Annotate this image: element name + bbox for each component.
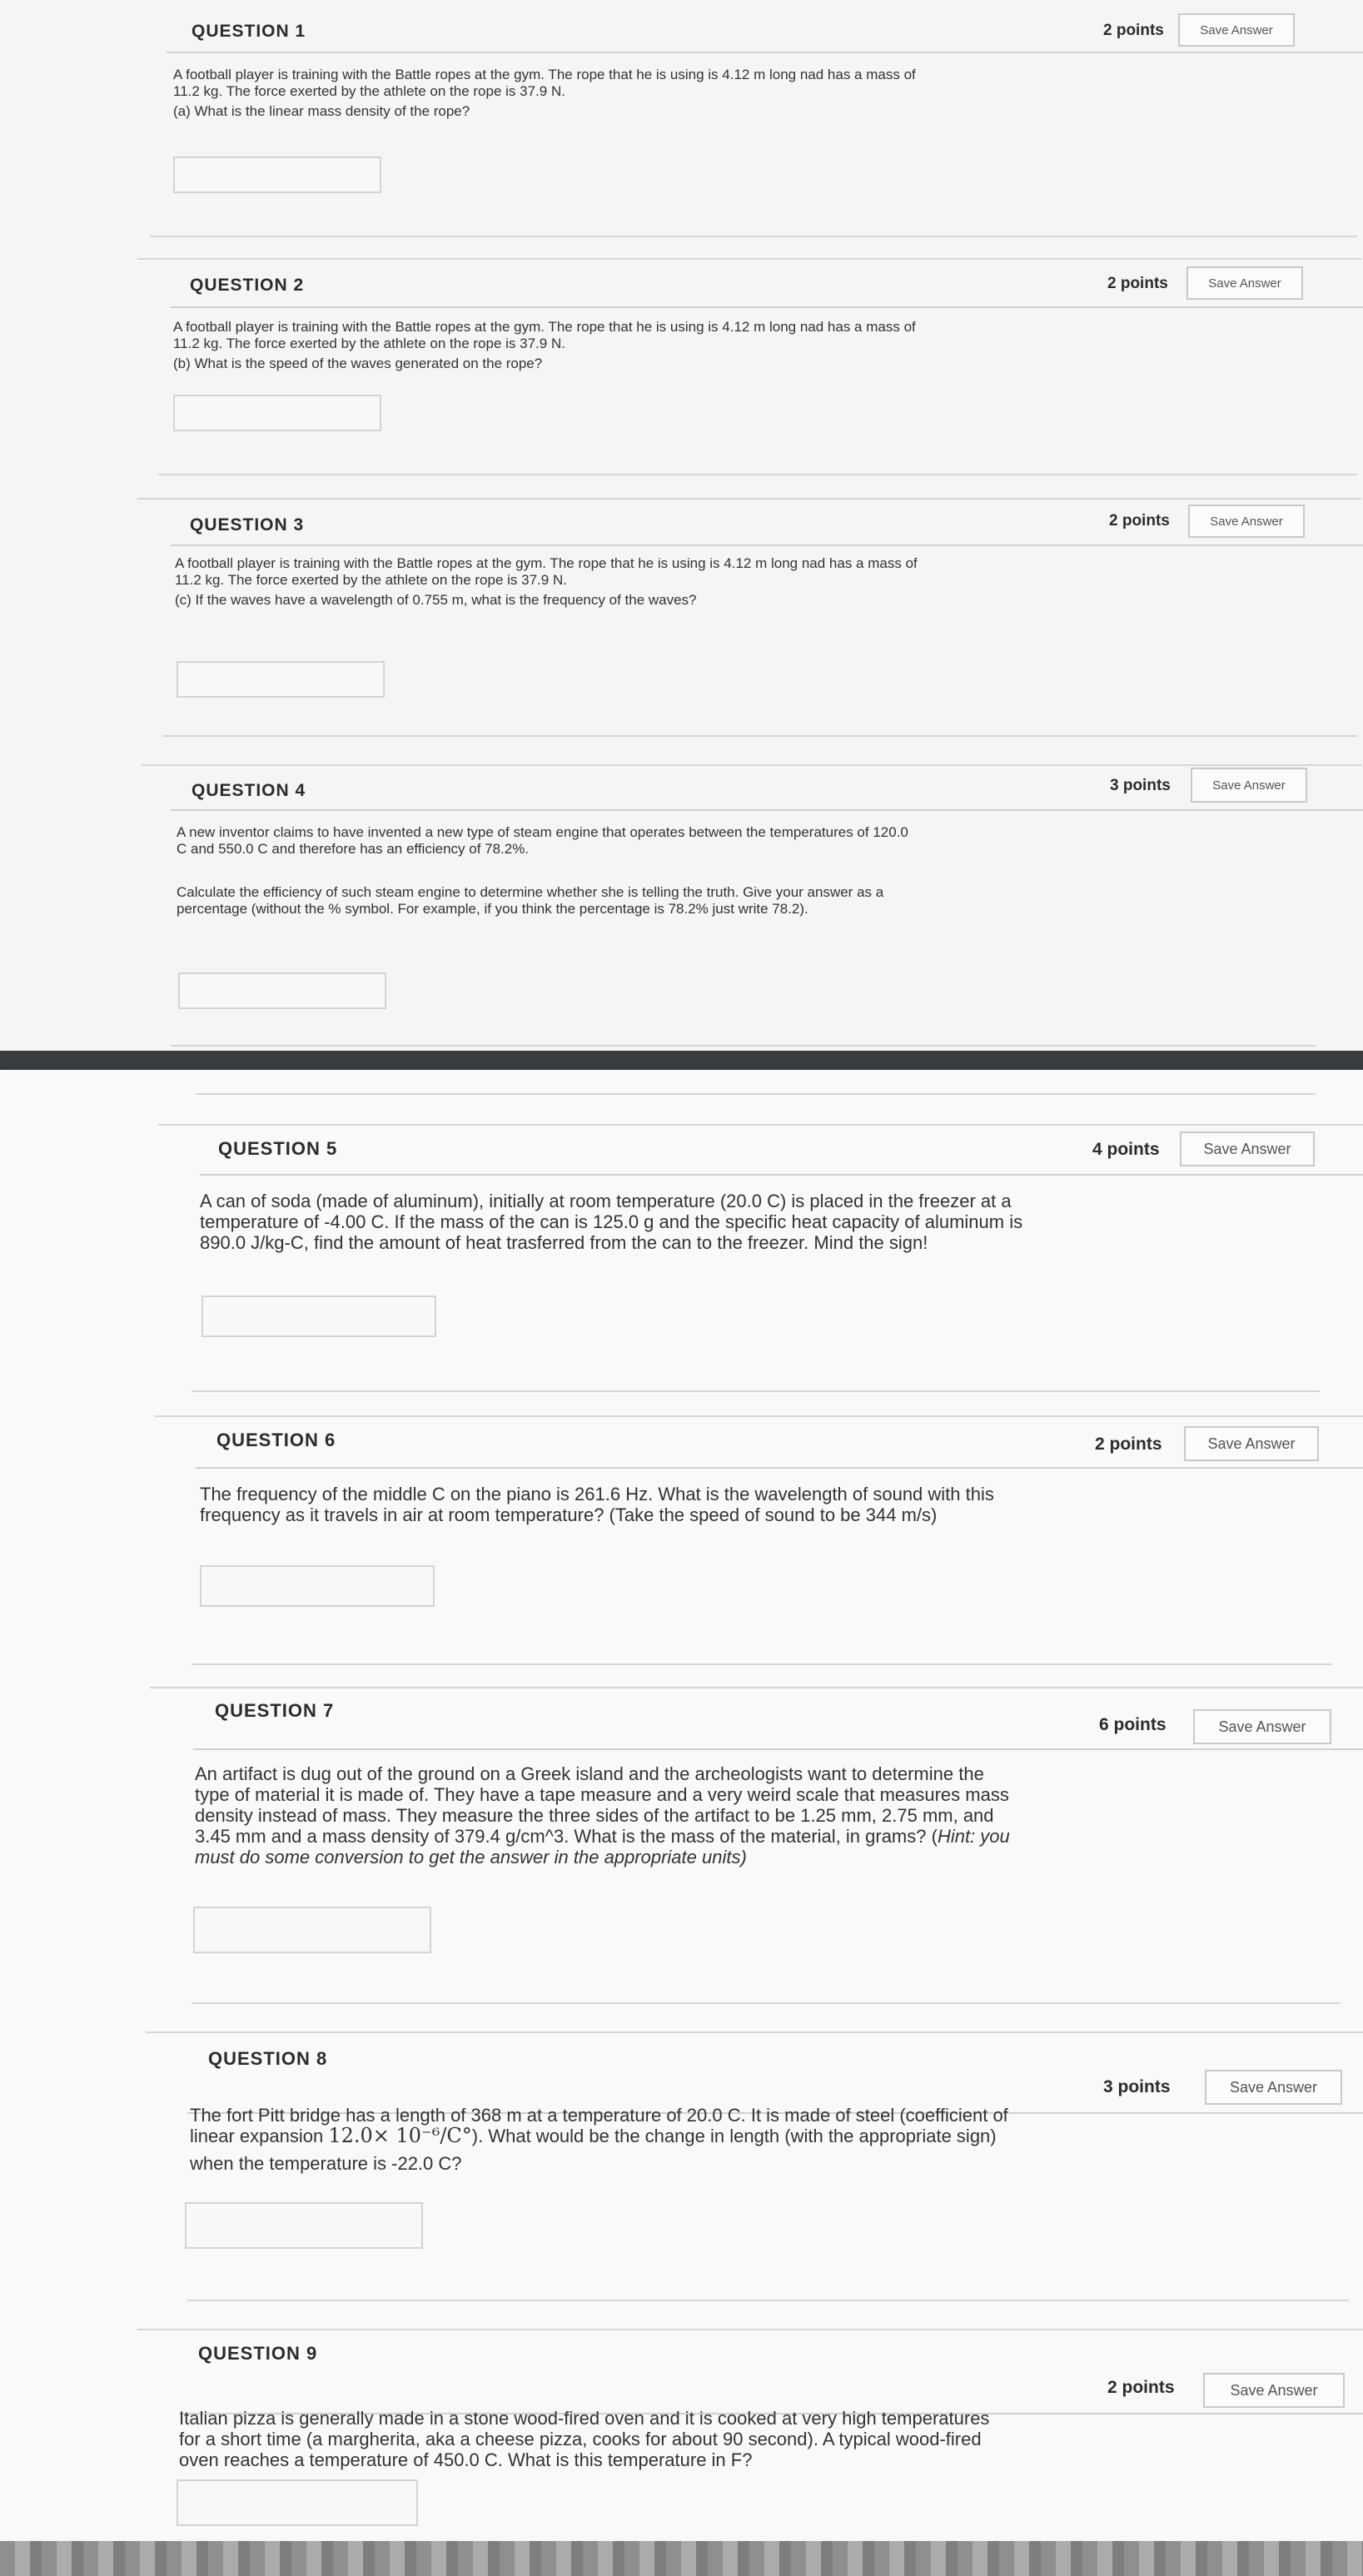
question-points: 2 points	[1109, 512, 1170, 530]
header-divider	[171, 809, 1363, 811]
question-points: 2 points	[1103, 22, 1164, 39]
save-answer-button[interactable]: Save Answer	[1186, 266, 1303, 300]
question-points: 3 points	[1110, 777, 1171, 794]
answer-input[interactable]	[193, 1907, 431, 1953]
section-divider	[192, 1663, 1332, 1665]
section-divider	[137, 498, 1361, 500]
question-title: QUESTION 3	[190, 515, 305, 535]
save-answer-button[interactable]: Save Answer	[1184, 1426, 1319, 1461]
question-text: The frequency of the middle C on the piano is 261.6 Hz. What is the wavelength of sound with this frequency as it travels in air at room temperature? (Take the speed of sound to be 344 m/s)	[200, 1484, 994, 1525]
question-text: A can of soda (made of aluminum), initially at room temperature (20.0 C) is placed in the freezer at a temperature of -4.00 C. If the mass of the can is 125.0 g and the specific heat capacity of aluminum is 890.0 J/kg-C, find the amount of heat trasferred from the can to the freezer. Mind the sign!	[200, 1191, 1023, 1253]
answer-input[interactable]	[173, 395, 381, 431]
question-title: QUESTION 4	[192, 781, 306, 800]
question-title: QUESTION 5	[218, 1138, 338, 1159]
expansion-coefficient: 12.0× 10⁻⁶/C°	[328, 2124, 472, 2147]
question-title: QUESTION 6	[216, 1430, 336, 1450]
question-text: A football player is training with the Battle ropes at the gym. The rope that he is using is 4.12 m long nad has a mass of 11.2 kg. The force exerted by the athlete on the rope is 37.9 N. (b) What is the speed of the waves generated on the rope?	[173, 319, 916, 371]
section-divider	[142, 764, 1361, 766]
question-points: 2 points	[1107, 2378, 1175, 2397]
question-points: 4 points	[1092, 1140, 1160, 1159]
section-divider	[150, 1687, 1363, 1688]
header-divider	[171, 545, 1363, 546]
section-divider	[150, 236, 1357, 237]
question-title: QUESTION 8	[208, 2048, 328, 2069]
header-divider	[167, 52, 1363, 53]
question-text: Italian pizza is generally made in a stone wood-fired oven and it is cooked at very high temperatures for a short time (a margherita, aka a cheese pizza, cooks for about 90 second). A typical wood-fired oven reaches a temperature of 450.0 C. What is this temperature in F?	[179, 2408, 990, 2470]
question-text: A football player is training with the Battle ropes at the gym. The rope that he is using is 4.12 m long nad has a mass of 11.2 kg. The force exerted by the athlete on the rope is 37.9 N. (a) What is the linear mass density of the rope?	[173, 67, 916, 119]
section-divider	[146, 2031, 1363, 2033]
question-title: QUESTION 7	[215, 1700, 335, 1721]
section-divider	[137, 2329, 1363, 2330]
answer-input[interactable]	[200, 1565, 435, 1607]
section-divider	[196, 1093, 1316, 1095]
answer-input[interactable]	[185, 2202, 423, 2249]
header-divider	[200, 1174, 1363, 1176]
section-divider	[171, 1045, 1316, 1047]
answer-input[interactable]	[177, 2479, 418, 2526]
header-divider	[193, 1748, 1363, 1750]
save-answer-button[interactable]: Save Answer	[1205, 2070, 1342, 2105]
question-text: A football player is training with the Battle ropes at the gym. The rope that he is using is 4.12 m long nad has a mass of 11.2 kg. The force exerted by the athlete on the rope is 37.9 N. (c) If the waves have a wavelength of 0.755 m, what is the frequency of the waves?	[175, 555, 918, 608]
section-divider	[158, 1124, 1363, 1126]
save-answer-button[interactable]: Save Answer	[1203, 2373, 1345, 2408]
section-divider	[154, 1415, 1363, 1417]
question-title: QUESTION 1	[192, 22, 306, 41]
header-divider	[196, 1467, 1363, 1469]
question-text: An artifact is dug out of the ground on a Greek island and the archeologists want to determine the type of material it is made of. They have a tape measure and a very weird scale that measures mass density instead of mass. They measure the three sides of the artifact to be 1.25 mm, 2.75 mm, and 3.45 mm and a mass density of 379.4 g/cm^3. What is the mass of the material, in grams? (Hint: you must do some conversion to get the answer in the appropriate units)	[195, 1763, 1010, 1867]
section-divider	[187, 2300, 1349, 2301]
question-title: QUESTION 9	[198, 2343, 318, 2364]
save-answer-button[interactable]: Save Answer	[1193, 1709, 1331, 1744]
section-divider	[158, 474, 1357, 475]
answer-input[interactable]	[177, 661, 385, 698]
answer-input[interactable]	[173, 157, 381, 193]
question-points: 2 points	[1107, 275, 1168, 292]
save-answer-button[interactable]: Save Answer	[1180, 1131, 1315, 1166]
header-divider	[171, 306, 1363, 308]
question-points: 3 points	[1103, 2077, 1171, 2096]
answer-input[interactable]	[178, 972, 386, 1009]
section-divider	[192, 1390, 1320, 1392]
question-points: 6 points	[1099, 1715, 1167, 1734]
save-answer-button[interactable]: Save Answer	[1188, 505, 1305, 538]
photo-edge-bottom	[0, 2541, 1363, 2576]
question-text: A new inventor claims to have invented a new type of steam engine that operates between the temperatures of 120.0 C and 550.0 C and therefore has an efficiency of 78.2%. Calculate the efficiency of such steam engine to determine whether she is telling the truth. Give your answer as a percentage (without the % symbol. For example, if you think the percentage is 78.2% just write 78.2).	[177, 824, 908, 917]
question-points: 2 points	[1095, 1435, 1162, 1454]
save-answer-button[interactable]: Save Answer	[1178, 13, 1295, 47]
section-divider	[137, 258, 1361, 260]
section-divider	[162, 735, 1357, 737]
answer-input[interactable]	[201, 1295, 436, 1337]
question-text: The fort Pitt bridge has a length of 368 m at a temperature of 20.0 C. It is made of steel (coefficient of linear expansion 12.0× 10⁻⁶/C°). What would be the change in length (with the appropriate sign) when the temperature is -22.0 C?	[190, 2105, 1008, 2174]
section-divider	[192, 2002, 1341, 2004]
save-answer-button[interactable]: Save Answer	[1191, 768, 1307, 803]
question-title: QUESTION 2	[190, 276, 305, 295]
